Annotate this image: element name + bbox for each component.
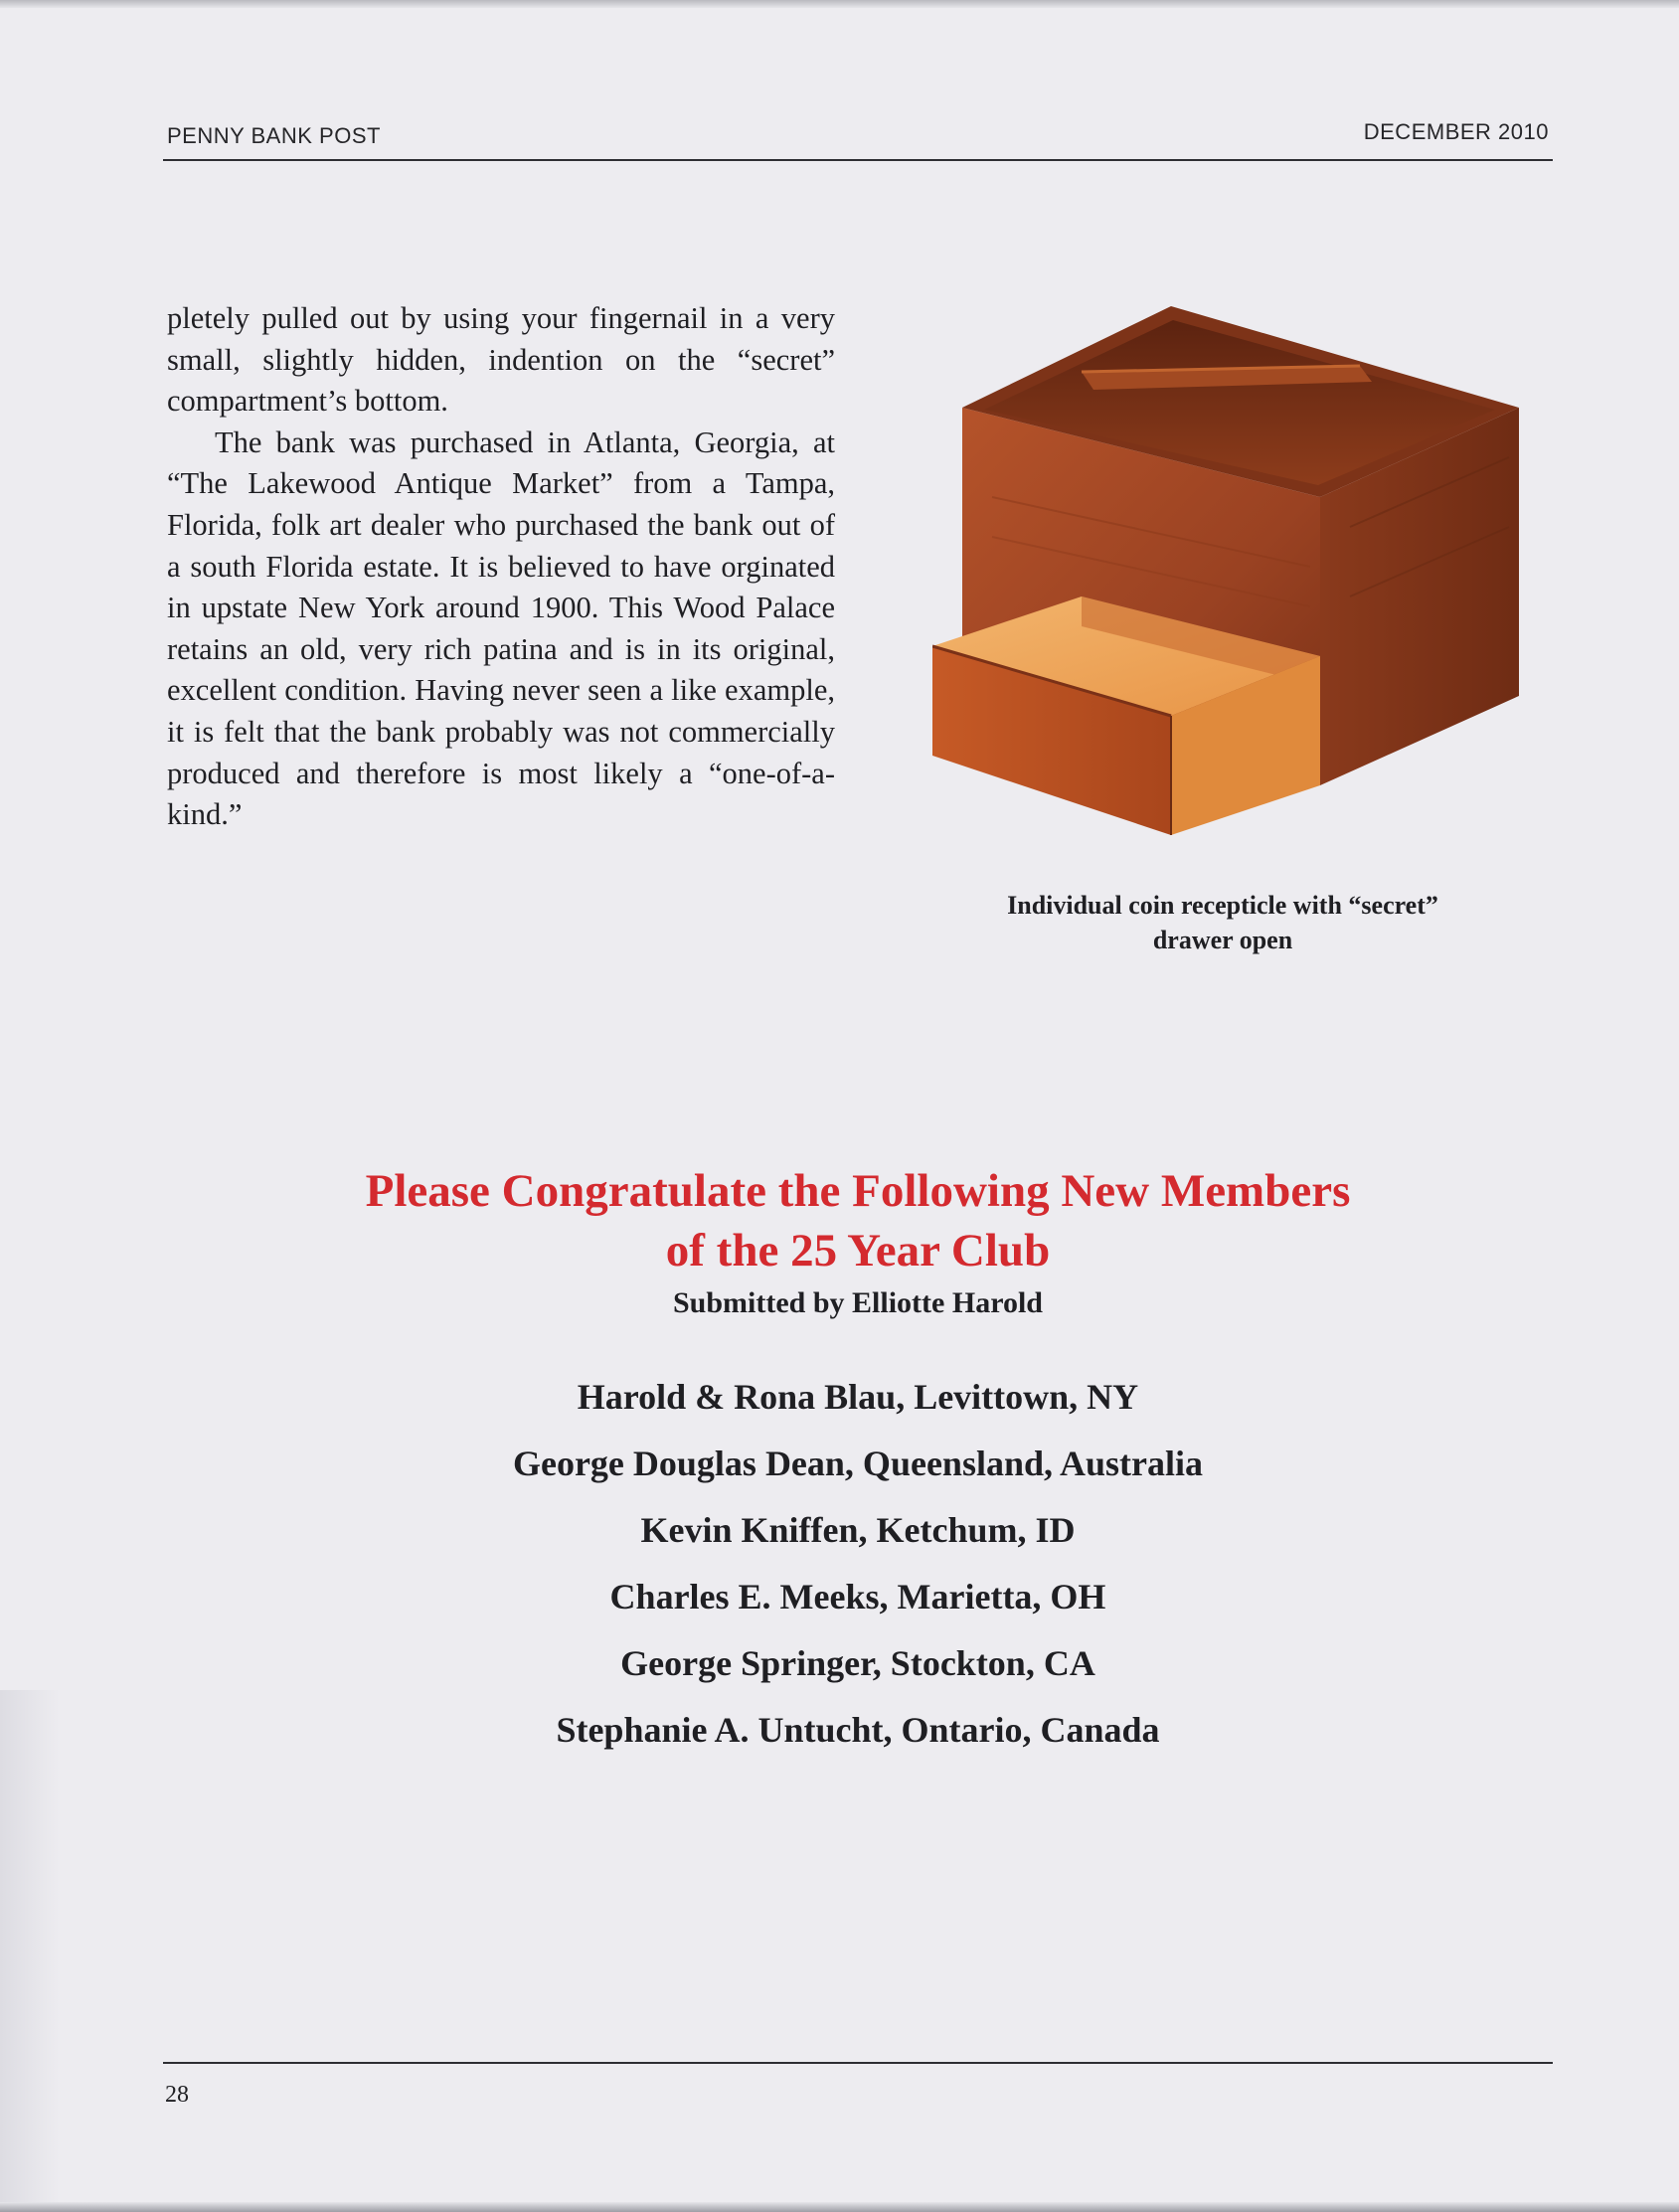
footer-rule [163, 2062, 1553, 2064]
article-column [167, 298, 835, 836]
issue-date: DECEMBER 2010 [1363, 119, 1549, 144]
member-list [163, 1364, 1553, 1764]
scan-shadow [0, 1690, 60, 2207]
title-line: Please Congratulate the Following New Members [365, 1165, 1351, 1217]
figure-caption [895, 888, 1551, 957]
member-entry: George Springer, Stockton, CA [620, 1643, 1095, 1683]
caption-line: drawer open [1152, 926, 1293, 954]
publication-name: PENNY BANK POST [167, 123, 381, 148]
article-paragraph: pletely pulled out by using your fingernail in a very small, slightly hidden, indention on the “secret” compartment’s bottom. [167, 301, 835, 419]
bank-photo [932, 298, 1529, 875]
article-paragraph: The bank was purchased in Atlanta, Georgia, at “The Lakewood Antique Market” from a Tampa, Florida, folk art dealer who purchased the bank out of a south Florida estate. It is believed to have orginated in upstate New York around 1900. This Wood Palace retains an old, very rich patina and is in its original, excellent condition. Having never seen a like example, it is felt that the bank probably was not commercially produced and therefore is most likely a “one-of-a-kind.” [167, 425, 835, 832]
member-entry: Charles E. Meeks, Marietta, OH [609, 1577, 1106, 1616]
member-entry: Stephanie A. Untucht, Ontario, Canada [556, 1710, 1160, 1750]
title-line: of the 25 Year Club [665, 1225, 1051, 1276]
running-header [163, 119, 1553, 161]
club-announcement [163, 1161, 1553, 1764]
submitted-by: Submitted by Elliotte Harold [673, 1286, 1043, 1319]
member-entry: Kevin Kniffen, Ketchum, ID [640, 1510, 1076, 1550]
wooden-box-illustration [932, 298, 1529, 875]
announcement-title [163, 1161, 1553, 1280]
caption-line: Individual coin recepticle with “secret” [1007, 891, 1438, 920]
scan-bottom-edge [0, 2202, 1679, 2212]
page-number: 28 [165, 2082, 189, 2108]
member-entry: George Douglas Dean, Queensland, Australia [512, 1444, 1204, 1483]
scan-top-edge [0, 0, 1679, 8]
member-entry: Harold & Rona Blau, Levittown, NY [577, 1377, 1139, 1417]
